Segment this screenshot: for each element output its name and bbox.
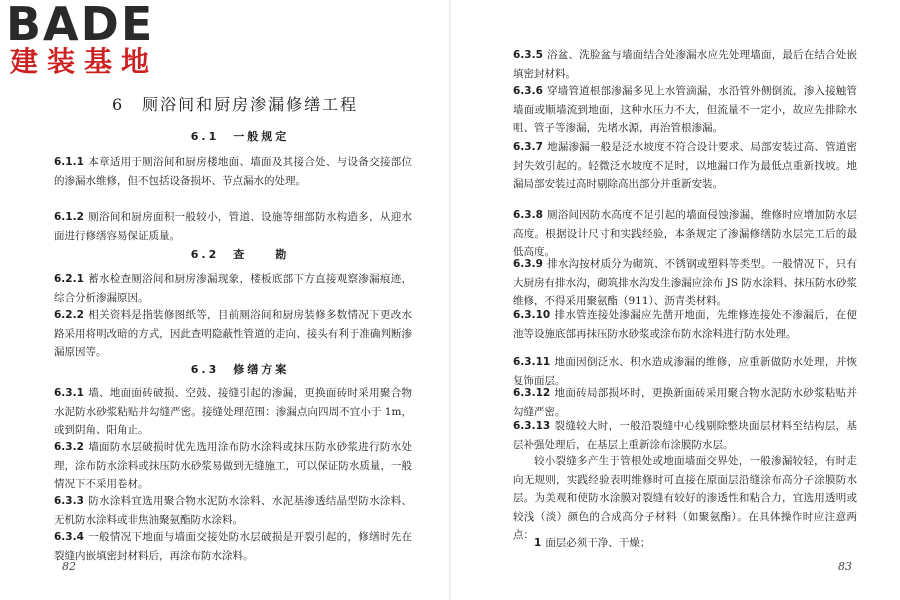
clause-number: 6.1.1	[54, 156, 84, 168]
clause-6-3-5	[513, 46, 857, 83]
page-number-right: 83	[838, 560, 852, 573]
clause-number: 6.3.4	[54, 531, 84, 543]
clause-text: 本章适用于厕浴间和厨房楼地面、墙面及其接合处、与设备交接部位的渗漏水维修，但不包括设备损坏、节点漏水的处理。	[54, 156, 412, 187]
clause-number: 6.3.1	[54, 387, 84, 399]
clause-6-3-6	[513, 82, 857, 138]
clause-text: 厕浴间和厨房面积一般较小，管道、设施等细部防水构造多，从迎水面进行修缮容易保证质量。	[54, 211, 412, 242]
clause-6-3-13	[513, 417, 857, 454]
clause-number: 6.3.12	[513, 387, 551, 399]
list-text: 面层必须干净、干燥；	[545, 537, 651, 549]
clause-number: 6.3.8	[513, 209, 543, 221]
clause-number: 6.3.5	[513, 49, 543, 61]
clause-6-3-13-continuation	[513, 452, 857, 545]
clause-text: 穿墙管道根部渗漏多见上水管滴漏，水沿管外侧倒流，渗入接触管墙面或顺墙流到地面，这种水压力不大，但流量不一定小，故应先排除水咀、管子等渗漏，先堵水源，再治管根渗漏。	[513, 85, 857, 135]
clause-number: 6.1.2	[54, 211, 84, 223]
clause-text: 排水管连接处渗漏应先凿开地面，先维修连接处不渗漏后，在便池等设施底部再抹压防水砂浆或涂布防水涂料进行防水处理。	[513, 309, 857, 340]
clause-text: 墙面防水层破损时优先选用涂布防水涂料或抹压防水砂浆进行防水处理，涂布防水涂料或抹压防水砂浆易做到无缝施工，可以保证防水质量，一般情况下不采用卷材。	[54, 441, 412, 491]
clause-text: 相关资料是指装修图纸等，目前厕浴间和厨房装修多数情况下更改水路采用将明改暗的方式，因此查明隐蔽性管道的走向、接头有利于准确判断渗漏原因等。	[54, 309, 412, 359]
clause-text: 地面因倒泛水、积水造成渗漏的维修，应重新做防水处理，并恢复饰面层。	[513, 356, 857, 387]
clause-text: 一般情况下地面与墙面交接处防水层破损是开裂引起的，修缮时先在裂缝内嵌填密封材料后，再涂布防水涂料。	[54, 531, 412, 562]
clause-number: 6.3.11	[513, 356, 551, 368]
clause-number: 6.3.9	[513, 258, 543, 270]
clause-text: 地面砖局部损坏时，更换新面砖采用聚合物水泥防水砂浆粘贴并勾缝严密。	[513, 387, 857, 418]
clause-text: 排水沟按材质分为砌筑、不锈钢或塑料等类型。一般情况下，只有大厨房有排水沟，砌筑排水沟发生渗漏应涂布 JS 防水涂料、抹压防水砂浆维修，不得采用聚氨酯（911）、沥青类材料。	[513, 258, 857, 308]
section-title-6-3: 6.3 修缮方案	[190, 363, 290, 376]
clause-number: 6.3.7	[513, 141, 543, 153]
clause-number: 6.3.2	[54, 441, 84, 453]
clause-text: 厕浴间因防水高度不足引起的墙面侵蚀渗漏，维修时应增加防水层高度。根据设计尺寸和实践经验，本条规定了渗漏修缮防水层完工后的最低高度。	[513, 209, 857, 259]
clause-6-3-8	[513, 206, 857, 262]
clause-number: 6.3.3	[54, 495, 84, 507]
clause-text: 裂缝较大时，一般沿裂缝中心线剔除整块面层材料至结构层，基层补强处理后，在基层上重新涂布涂膜防水层。	[513, 420, 857, 451]
page-number-left: 82	[62, 560, 76, 573]
section-title-6-1: 6.1 一般规定	[190, 130, 290, 143]
clause-text: 浴盆、洗脸盆与墙面结合处渗漏水应先处理墙面，最后在结合处嵌填密封材料。	[513, 49, 857, 80]
clause-text: 墙、地面面砖破损、空鼓、接缝引起的渗漏，更换面砖时采用聚合物水泥防水砂浆粘贴并勾缝严密。接缝处理范围：渗漏点向四周不宜小于 1m，或到阴角、阳角止。	[54, 387, 412, 437]
logo-wordmark: BADE	[6, 0, 155, 51]
clause-6-3-10	[513, 306, 857, 343]
list-number: 1	[534, 537, 542, 549]
clause-number: 6.3.6	[513, 85, 543, 97]
clause-text: 蓄水检查厕浴间和厨房渗漏现象，楼板底部下方直接观察渗漏痕迹，综合分析渗漏原因。	[54, 273, 412, 304]
clause-number: 6.2.1	[54, 273, 84, 285]
section-title-6-2: 6.2 查 勘	[190, 248, 290, 261]
clause-text: 防水涂料宜选用聚合物水泥防水涂料、水泥基渗透结晶型防水涂料、无机防水涂料或非焦油聚氨酯防水涂料。	[54, 495, 412, 526]
clause-6-3-9	[513, 255, 857, 311]
clause-6-3-12	[513, 384, 857, 421]
list-item-1	[513, 534, 857, 553]
clause-6-3-7	[513, 138, 857, 194]
clause-text: 地漏渗漏一般是泛水坡度不符合设计要求、局部安装过高、管道密封失效引起的。轻微泛水坡度不足时，以地漏口作为最低点重新找坡。地漏局部安装过高时剔除高出部分并重新安装。	[513, 141, 857, 191]
logo-subtitle: 建装基地	[10, 45, 159, 78]
clause-number: 6.3.13	[513, 420, 551, 432]
clause-number: 6.3.10	[513, 309, 551, 321]
clause-number: 6.2.2	[54, 309, 84, 321]
chapter-title: 6 厕浴间和厨房渗漏修缮工程	[112, 95, 359, 114]
clause-text: 较小裂缝多产生于管根处或地面墙面交界处，一般渗漏较轻，有时走向无规则，实践经验表明维修时可直接在原面层沿缝涂布高分子涂膜防水层。为美观和使防水涂膜对裂缝有较好的渗透性和粘合力，宜选用透明或较浅（淡）颜色的合成高分子材料（如聚氨酯）。在具体操作时应注意两点：	[513, 455, 857, 542]
